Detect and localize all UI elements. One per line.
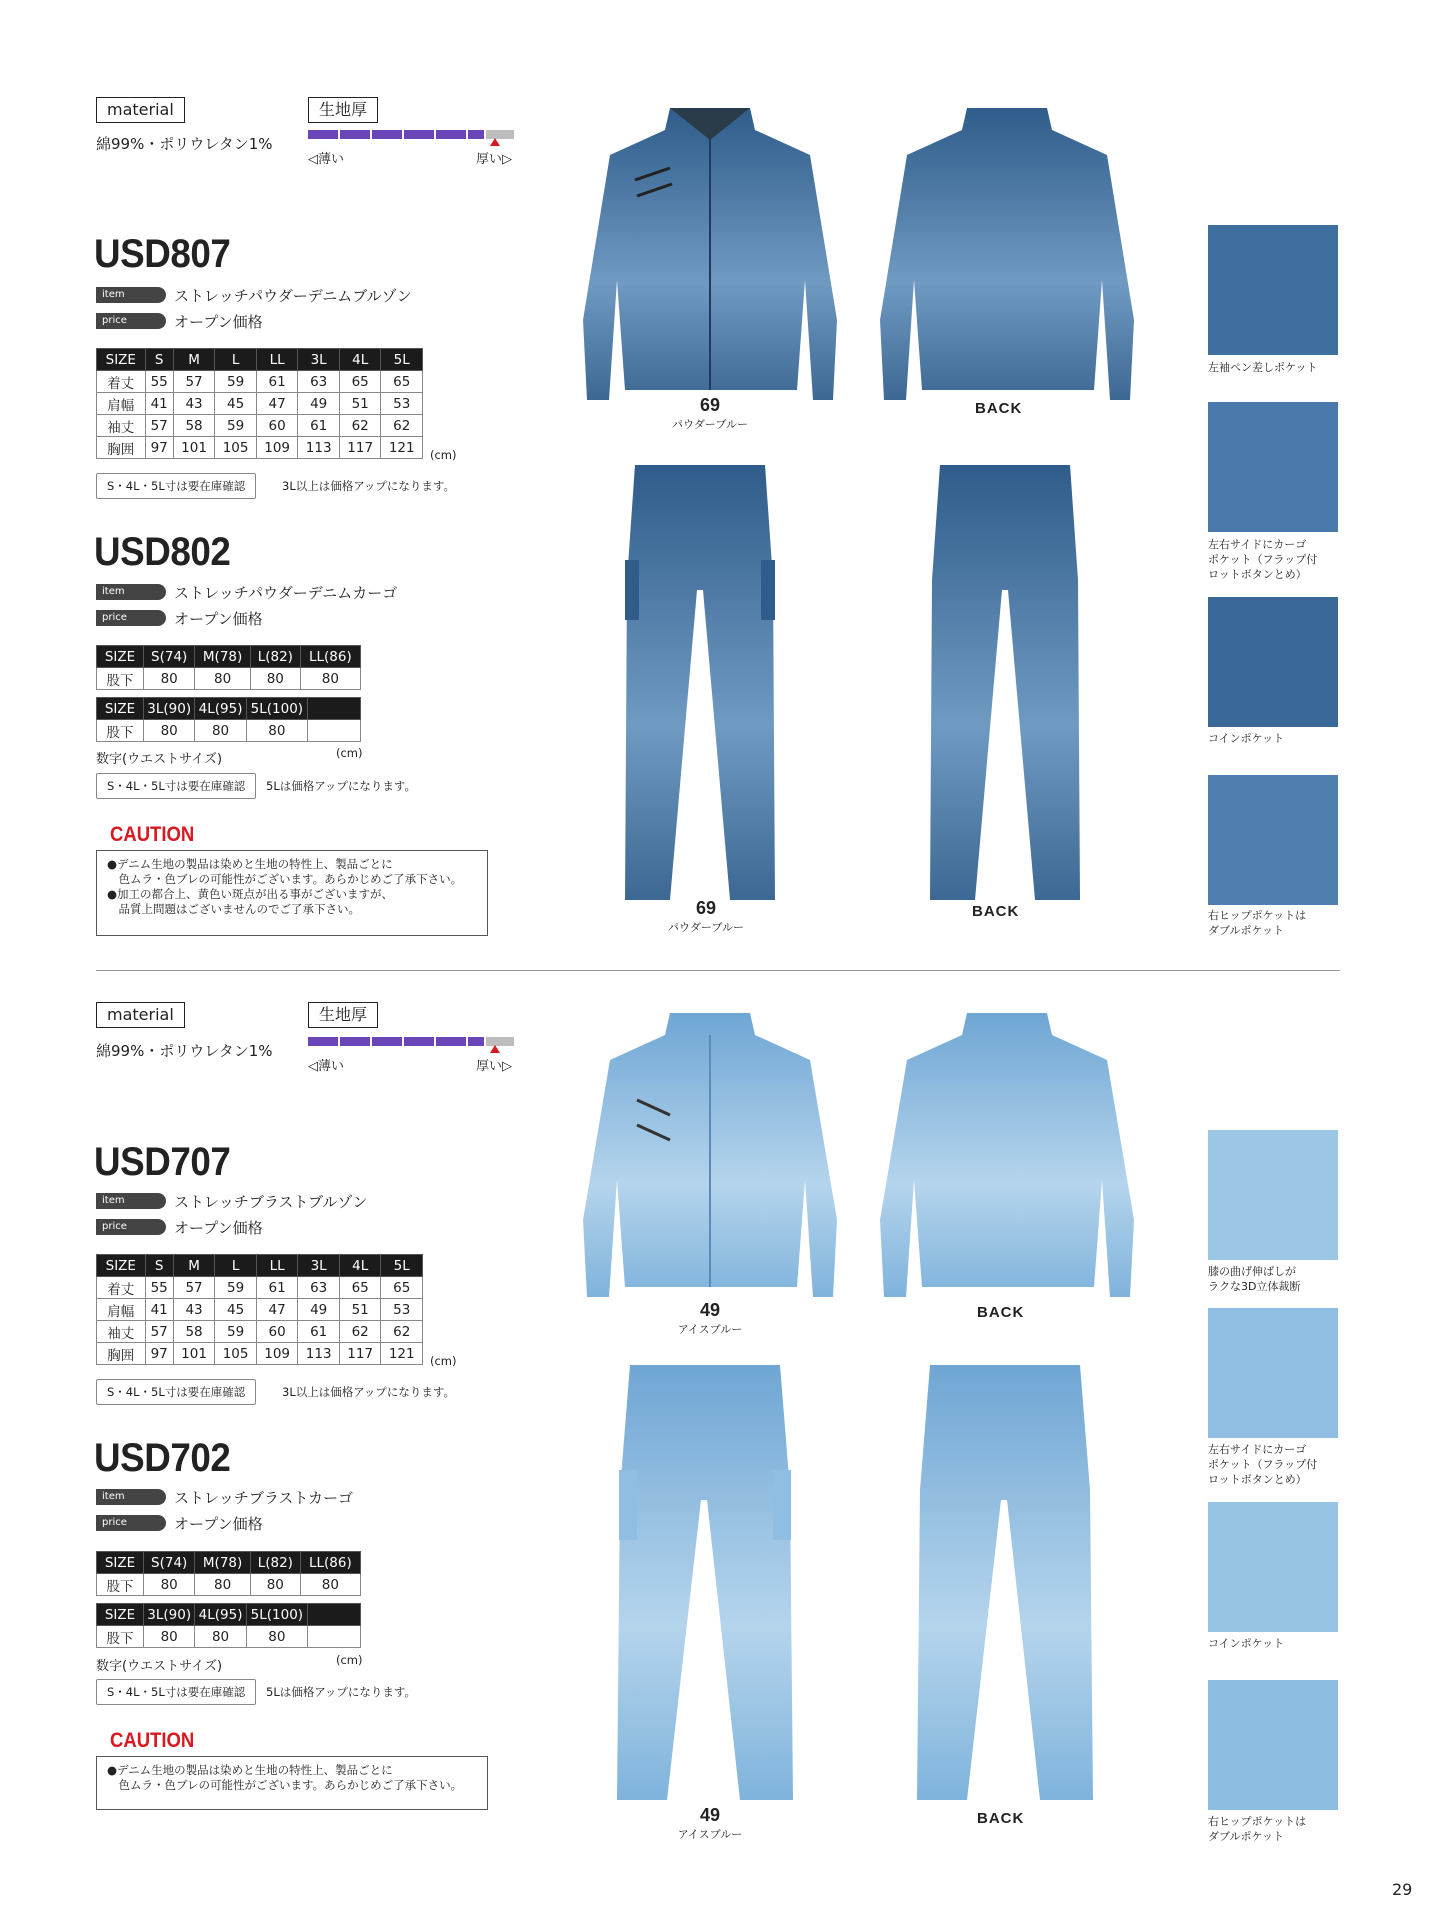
- table-cell: 58: [173, 415, 215, 437]
- table-cell: 45: [215, 393, 257, 415]
- color-name: パウダーブルー: [672, 418, 748, 431]
- table-cell: 61: [298, 415, 340, 437]
- material-value: 綿99%・ポリウレタン1%: [96, 1042, 273, 1060]
- size-header-cell: 4L: [339, 1255, 381, 1277]
- table-cell: 63: [298, 1277, 340, 1299]
- jacket-back-image: [872, 100, 1142, 410]
- table-cell: 61: [298, 1321, 340, 1343]
- size-header-cell: S: [145, 349, 173, 371]
- table-cell: 着丈: [97, 1277, 146, 1299]
- detail-photo: [1208, 402, 1338, 532]
- table-cell: 61: [256, 371, 298, 393]
- inseam-table: [96, 697, 361, 742]
- detail-caption-line: コインポケット: [1208, 1637, 1285, 1650]
- detail-photo: [1208, 225, 1338, 355]
- price-note: 5Lは価格アップになります。: [266, 779, 416, 793]
- size-header-cell: LL(86): [300, 646, 360, 668]
- table-row: [97, 1299, 423, 1321]
- size-header-cell: M: [173, 1255, 215, 1277]
- size-header-cell: L(82): [250, 646, 300, 668]
- size-header-cell: M: [173, 349, 215, 371]
- product-code: USD802: [94, 530, 231, 574]
- table-cell: 袖丈: [97, 1321, 146, 1343]
- color-name: パウダーブルー: [668, 921, 744, 934]
- detail-caption-line: 膝の曲げ伸ばしが: [1208, 1265, 1296, 1278]
- table-cell: 113: [298, 437, 340, 459]
- table-row: [97, 393, 423, 415]
- table-cell: 105: [215, 1343, 257, 1365]
- jacket-front-image: [575, 1005, 845, 1305]
- table-cell: 胸囲: [97, 1343, 146, 1365]
- size-header-cell: M(78): [195, 646, 251, 668]
- table-cell: 80: [300, 1574, 360, 1596]
- table-row: [97, 1626, 361, 1648]
- price-pill: price: [96, 1515, 166, 1531]
- detail-photo: [1208, 1130, 1338, 1260]
- detail-photo: [1208, 1680, 1338, 1810]
- item-name: ストレッチブラストブルゾン: [174, 1192, 368, 1211]
- table-cell: 股下: [97, 1574, 144, 1596]
- detail-caption: [1208, 1264, 1300, 1294]
- item-name: ストレッチパウダーデニムブルゾン: [174, 286, 412, 305]
- size-table: [96, 348, 423, 459]
- thin-label: ◁薄い: [308, 152, 344, 167]
- back-label: BACK: [977, 1304, 1025, 1321]
- inseam-table: [96, 645, 361, 690]
- size-header-cell: LL: [256, 349, 298, 371]
- table-cell: 袖丈: [97, 415, 146, 437]
- section-divider: [96, 970, 1340, 971]
- table-cell: 43: [173, 393, 215, 415]
- item-pill: item: [96, 287, 166, 303]
- table-cell: 57: [145, 1321, 173, 1343]
- pants-back-image: [920, 460, 1090, 910]
- detail-photo: [1208, 1502, 1338, 1632]
- size-table-header: [97, 646, 361, 668]
- size-header-cell: [308, 1604, 361, 1626]
- table-row: [97, 415, 423, 437]
- table-cell: 101: [173, 437, 215, 459]
- detail-caption-line: 右ヒップポケットは: [1208, 909, 1307, 922]
- size-header-cell: 3L: [298, 349, 340, 371]
- price-value: オープン価格: [174, 312, 263, 331]
- table-cell: 109: [256, 437, 298, 459]
- item-name: ストレッチブラストカーゴ: [174, 1488, 353, 1507]
- table-cell: 47: [256, 393, 298, 415]
- inseam-table: [96, 1603, 361, 1648]
- price-pill: price: [96, 313, 166, 329]
- table-cell: 101: [173, 1343, 215, 1365]
- table-row: [97, 437, 423, 459]
- table-cell: 股下: [97, 720, 144, 742]
- back-label: BACK: [972, 903, 1020, 920]
- table-cell: 59: [215, 415, 257, 437]
- thickness-label: 生地厚: [308, 1002, 378, 1028]
- table-cell: 51: [339, 393, 381, 415]
- table-cell: 47: [256, 1299, 298, 1321]
- pants-front-image: [605, 1360, 805, 1810]
- size-header-cell: S: [145, 1255, 173, 1277]
- item-name: ストレッチパウダーデニムカーゴ: [174, 583, 398, 602]
- table-cell: 股下: [97, 668, 144, 690]
- table-cell: 80: [195, 1574, 251, 1596]
- table-cell: 80: [144, 1574, 195, 1596]
- table-cell: 58: [173, 1321, 215, 1343]
- pants-front-image: [615, 460, 785, 910]
- caution-box: [96, 850, 488, 936]
- caution-box: [96, 1756, 488, 1810]
- detail-caption-line: 左袖ペン差しポケット: [1208, 361, 1318, 374]
- thickness-marker-icon: [490, 138, 500, 146]
- detail-caption: [1208, 360, 1317, 375]
- table-cell: 65: [339, 371, 381, 393]
- table-cell: 55: [145, 371, 173, 393]
- caution-line: 色ムラ・色ブレの可能性がございます。あらかじめご了承下さい。: [107, 872, 463, 886]
- size-header-cell: 3L(90): [144, 1604, 195, 1626]
- caution-line: ●加工の都合上、黄色い斑点が出る事がございますが、: [107, 887, 394, 901]
- table-cell: 109: [256, 1343, 298, 1365]
- table-cell: 117: [339, 437, 381, 459]
- back-label: BACK: [975, 400, 1023, 417]
- price-value: オープン価格: [174, 1514, 263, 1533]
- table-cell: 41: [145, 393, 173, 415]
- detail-photo: [1208, 597, 1338, 727]
- price-pill: price: [96, 610, 166, 626]
- table-cell: 62: [381, 415, 423, 437]
- color-name: アイスブルー: [677, 1828, 743, 1841]
- color-code: 69: [695, 898, 717, 918]
- size-header-cell: 5L(100): [246, 1604, 307, 1626]
- price-note: 5Lは価格アップになります。: [266, 1685, 416, 1699]
- price-pill: price: [96, 1219, 166, 1235]
- size-header-cell: 3L: [298, 1255, 340, 1277]
- detail-photo: [1208, 775, 1338, 905]
- table-cell: 肩幅: [97, 1299, 146, 1321]
- detail-caption-line: ポケット（フラップ付: [1208, 553, 1318, 566]
- color-code: 49: [699, 1805, 721, 1825]
- stock-note: S・4L・5L寸は要在庫確認: [96, 473, 256, 499]
- size-header-cell: 4L: [339, 349, 381, 371]
- table-cell: 股下: [97, 1626, 144, 1648]
- pants-back-image: [905, 1360, 1105, 1810]
- caution-line: 色ムラ・色ブレの可能性がございます。あらかじめご了承下さい。: [107, 1778, 463, 1792]
- size-header-cell: S(74): [144, 646, 195, 668]
- unit-label: (cm): [430, 1354, 457, 1368]
- detail-caption: [1208, 908, 1306, 938]
- table-cell: 80: [250, 1574, 300, 1596]
- price-value: オープン価格: [174, 1218, 263, 1237]
- table-cell: 80: [250, 668, 300, 690]
- size-header-cell: L(82): [250, 1552, 300, 1574]
- table-cell: 43: [173, 1299, 215, 1321]
- table-cell: 80: [246, 1626, 307, 1648]
- table-cell: 80: [195, 720, 246, 742]
- size-header-cell: LL: [256, 1255, 298, 1277]
- detail-caption-line: 左右サイドにカーゴ: [1208, 538, 1307, 551]
- size-table-header: [97, 698, 361, 720]
- table-cell: 57: [145, 415, 173, 437]
- item-row: [96, 1486, 353, 1534]
- table-cell: 61: [256, 1277, 298, 1299]
- detail-photo: [1208, 1308, 1338, 1438]
- table-cell: 53: [381, 393, 423, 415]
- size-header-cell: SIZE: [97, 646, 144, 668]
- table-cell: 49: [298, 1299, 340, 1321]
- table-cell: 113: [298, 1343, 340, 1365]
- table-cell: 80: [144, 1626, 195, 1648]
- table-cell: 62: [381, 1321, 423, 1343]
- size-header-cell: SIZE: [97, 1604, 144, 1626]
- table-cell: 65: [381, 371, 423, 393]
- table-cell: 80: [144, 720, 195, 742]
- table-cell: 65: [381, 1277, 423, 1299]
- color-name: アイスブルー: [677, 1323, 743, 1336]
- detail-caption-line: コインポケット: [1208, 732, 1285, 745]
- table-cell: 62: [339, 415, 381, 437]
- size-table-header: [97, 349, 423, 371]
- table-cell: 80: [195, 668, 251, 690]
- caution-line: ●デニム生地の製品は染めと生地の特性上、製品ごとに: [107, 857, 393, 871]
- size-header-cell: M(78): [195, 1552, 251, 1574]
- table-cell: 80: [195, 1626, 246, 1648]
- table-cell: [308, 720, 361, 742]
- size-header-cell: 4L(95): [195, 1604, 246, 1626]
- detail-caption-line: ロットボタンとめ）: [1208, 568, 1307, 581]
- price-note: 3L以上は価格アップになります。: [282, 479, 455, 493]
- item-pill: item: [96, 1489, 166, 1505]
- product-code: USD807: [94, 232, 231, 276]
- table-cell: 59: [215, 1321, 257, 1343]
- size-table-header: [97, 1255, 423, 1277]
- size-header-cell: 5L: [381, 349, 423, 371]
- table-cell: 97: [145, 437, 173, 459]
- table-row: [97, 1574, 361, 1596]
- item-pill: item: [96, 1193, 166, 1209]
- page-number: 29: [1392, 1880, 1413, 1899]
- table-cell: 121: [381, 1343, 423, 1365]
- table-cell: 41: [145, 1299, 173, 1321]
- color-code: 69: [699, 395, 721, 415]
- table-cell: 49: [298, 393, 340, 415]
- size-header-cell: SIZE: [97, 698, 144, 720]
- table-cell: 45: [215, 1299, 257, 1321]
- inseam-table: [96, 1551, 361, 1596]
- table-cell: 80: [246, 720, 307, 742]
- caution-line: ●デニム生地の製品は染めと生地の特性上、製品ごとに: [107, 1763, 393, 1777]
- size-header-cell: S(74): [144, 1552, 195, 1574]
- price-note: 3L以上は価格アップになります。: [282, 1385, 455, 1399]
- unit-label: (cm): [430, 448, 457, 462]
- table-cell: 胸囲: [97, 437, 146, 459]
- table-row: [97, 371, 423, 393]
- detail-caption: [1208, 537, 1317, 582]
- size-header-cell: L: [215, 1255, 257, 1277]
- thickness-label: 生地厚: [308, 97, 378, 123]
- table-cell: 57: [173, 1277, 215, 1299]
- caution-title: CAUTION: [110, 1729, 195, 1752]
- detail-caption: [1208, 1636, 1284, 1651]
- size-header-cell: [308, 698, 361, 720]
- size-header-cell: SIZE: [97, 1255, 146, 1277]
- material-label: material: [96, 1002, 185, 1028]
- detail-caption-line: 左右サイドにカーゴ: [1208, 1443, 1307, 1456]
- size-header-cell: LL(86): [300, 1552, 360, 1574]
- detail-caption-line: ポケット（フラップ付: [1208, 1458, 1318, 1471]
- jacket-front-image: [575, 100, 845, 410]
- detail-caption-line: ダブルポケット: [1208, 924, 1285, 937]
- detail-caption-line: 右ヒップポケットは: [1208, 1815, 1307, 1828]
- detail-caption: [1208, 731, 1284, 746]
- detail-caption-line: ロットボタンとめ）: [1208, 1473, 1307, 1486]
- table-cell: 97: [145, 1343, 173, 1365]
- size-table-header: [97, 1604, 361, 1626]
- waist-note: 数字(ウエストサイズ): [96, 752, 223, 767]
- thickness-bar: [308, 1037, 514, 1046]
- table-cell: 60: [256, 1321, 298, 1343]
- table-cell: 65: [339, 1277, 381, 1299]
- table-cell: 117: [339, 1343, 381, 1365]
- table-cell: 59: [215, 1277, 257, 1299]
- material-value: 綿99%・ポリウレタン1%: [96, 135, 273, 153]
- table-cell: 105: [215, 437, 257, 459]
- stock-note: S・4L・5L寸は要在庫確認: [96, 1679, 256, 1705]
- size-header-cell: SIZE: [97, 349, 146, 371]
- table-cell: 57: [173, 371, 215, 393]
- item-row: [96, 284, 412, 332]
- jacket-back-image: [872, 1005, 1142, 1305]
- size-header-cell: L: [215, 349, 257, 371]
- material-label: material: [96, 97, 185, 123]
- table-row: [97, 1321, 423, 1343]
- thickness-bar: [308, 130, 514, 139]
- item-row: [96, 1190, 367, 1238]
- table-row: [97, 720, 361, 742]
- product-code: USD702: [94, 1436, 231, 1480]
- table-cell: 63: [298, 371, 340, 393]
- table-cell: 55: [145, 1277, 173, 1299]
- thickness-marker-icon: [490, 1045, 500, 1053]
- size-header-cell: SIZE: [97, 1552, 144, 1574]
- size-header-cell: 5L: [381, 1255, 423, 1277]
- stock-note: S・4L・5L寸は要在庫確認: [96, 773, 256, 799]
- table-cell: 53: [381, 1299, 423, 1321]
- thin-label: ◁薄い: [308, 1059, 344, 1074]
- back-label: BACK: [977, 1810, 1025, 1827]
- table-cell: 59: [215, 371, 257, 393]
- table-cell: 着丈: [97, 371, 146, 393]
- unit-label: (cm): [336, 746, 363, 760]
- detail-caption-line: ラクな3D立体裁断: [1208, 1280, 1301, 1293]
- size-header-cell: 3L(90): [144, 698, 195, 720]
- table-cell: [308, 1626, 361, 1648]
- size-table-header: [97, 1552, 361, 1574]
- table-row: [97, 1343, 423, 1365]
- item-pill: item: [96, 584, 166, 600]
- stock-note: S・4L・5L寸は要在庫確認: [96, 1379, 256, 1405]
- detail-caption: [1208, 1814, 1306, 1844]
- color-code: 49: [699, 1300, 721, 1320]
- detail-caption-line: ダブルポケット: [1208, 1830, 1285, 1843]
- product-code: USD707: [94, 1140, 231, 1184]
- caution-line: 品質上問題はございませんのでご了承下さい。: [107, 902, 360, 916]
- size-table: [96, 1254, 423, 1365]
- table-cell: 51: [339, 1299, 381, 1321]
- waist-note: 数字(ウエストサイズ): [96, 1659, 223, 1674]
- table-cell: 80: [144, 668, 195, 690]
- unit-label: (cm): [336, 1653, 363, 1667]
- item-row: [96, 581, 397, 629]
- detail-caption: [1208, 1442, 1317, 1487]
- table-cell: 80: [300, 668, 360, 690]
- price-value: オープン価格: [174, 609, 263, 628]
- size-header-cell: 4L(95): [195, 698, 246, 720]
- caution-title: CAUTION: [110, 823, 195, 846]
- thick-label: 厚い▷: [476, 1059, 512, 1074]
- table-cell: 60: [256, 415, 298, 437]
- table-row: [97, 1277, 423, 1299]
- table-cell: 肩幅: [97, 393, 146, 415]
- table-row: [97, 668, 361, 690]
- size-header-cell: 5L(100): [246, 698, 307, 720]
- table-cell: 62: [339, 1321, 381, 1343]
- thick-label: 厚い▷: [476, 152, 512, 167]
- table-cell: 121: [381, 437, 423, 459]
